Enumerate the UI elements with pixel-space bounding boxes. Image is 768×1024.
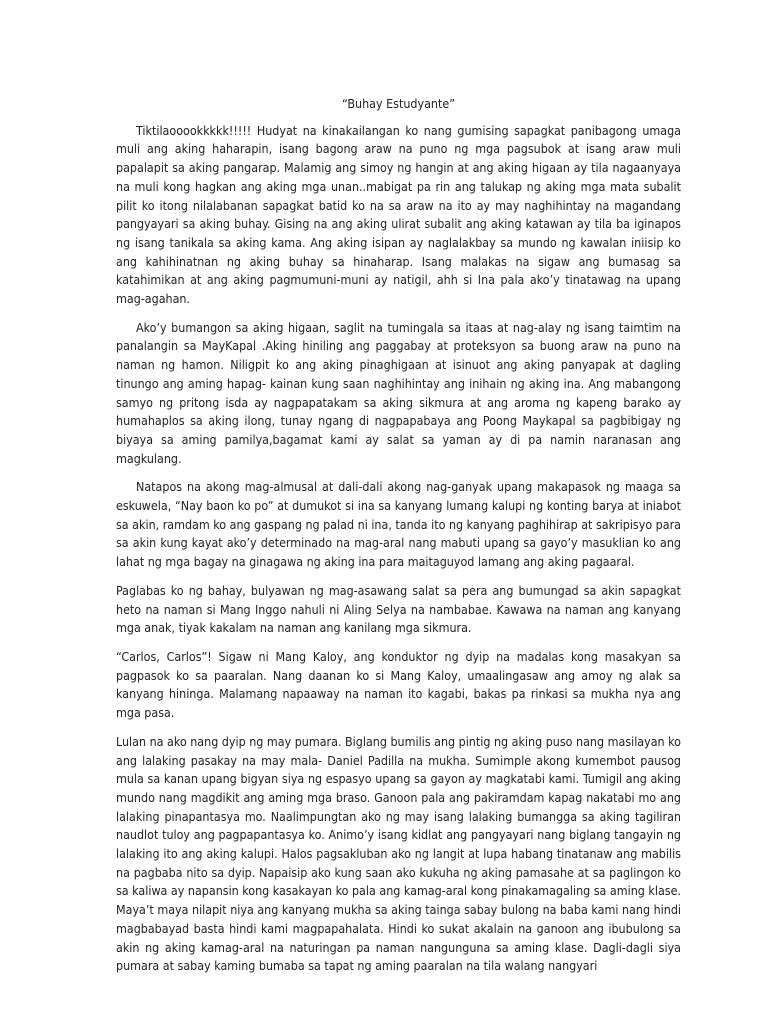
paragraph-5: “Carlos, Carlos”! Sigaw ni Mang Kaloy, ang konduktor ng dyip na madalas kong masakyan sa pagpasok ko sa paaralan. Nang daanan ko si Mang Kaloy, umaalingasaw ang amoy ng alak sa kanyang hininga. Malamang napaaway na naman ito kagabi, bakas pa rinkasi sa mukha nya ang mga pasa. — [116, 648, 681, 721]
paragraph-3: Natapos na akong mag-almusal at dali-dali akong nag-ganyak upang makapasok ng maaga sa eskuwela, “Nay baon ko po” at dumukot si ina sa kanyang lumang kalupi ng konting barya at iniabot sa akin, ramdam ko ang gaspang ng palad ni ina, tanda ito ng kanyang paghihirap at sakripisyo para sa akin kung kayat ako’y determinado na mag-aral nang mabuti upang sa gayo’y masuklian ko ang lahat ng mga bagay na ginagawa ng aking ina para maitaguyod lamang ang aking pagaaral. — [116, 479, 681, 570]
document-title: “Buhay Estudyante” — [342, 96, 455, 111]
paragraph-6: Lulan na ako nang dyip ng may pumara. Biglang bumilis ang pintig ng aking puso nang masilayan ko ang lalaking pasakay na may mala- Daniel Padilla na mukha. Sumimple akong kumembot pausog mula sa kanan upang bigyan siya ng espasyo upang sa gayon ay magkatabi kami. Tumigil ang aking mundo nang magdikit ang aming mga braso. Ganoon pala ang pakiramdam kapag nakatabi mo ang lalaking pinapantasya mo. Naalimpungtan ako ng may isang lalaking bumangga sa aking tagiliran naudlot tuloy ang pagpapantasya ko. Animo’y isang kidlat ang pangyayari nang biglang tangayin ng lalaking ito ang aking kalupi. Halos pagsakluban ako ng langit at lupa habang tinatanaw ang mabilis na pagbaba nito sa dyip. Napaisip ako kung saan ako kukuha ng aking pamasahe at sa paglingon ko sa kaliwa ay napansin kong kasakayan ko pala ang kamag-aral kong pinakamagaling sa aming klase. Maya’t maya nilapit niya ang kanyang mukha sa aking tainga sabay bulong na baba kami nang hindi magbabayad basta hindi kami magpapahalata. Hindi ko sukat akalain na ganoon ang ibubulong sa akin ng aking kamag-aral na naturingan pa naman nangunguna sa aming klase. Dagli-dagli siya pumara at sabay kaming bumaba sa tapat ng aming paaralan na tila walang nangyari — [116, 733, 681, 974]
paragraph-1: Tiktilaooookkkkk!!!!! Hudyat na kinakailangan ko nang gumising sapagkat panibagong umaga muli ang aking haharapin, isang bagong araw na puno ng mga pagsubok at isang araw muli papalapit sa aking pangarap. Malamig ang simoy ng hangin at ang aking higaan ay tila nagaanyaya na muli kong hagkan ang aking mga unan..mabigat pa rin ang talukap ng aking mga mata subalit pilit ko itong nilalabanan sapagkat batid ko na sa araw na ito ay may naghihintay na magandang pangyayari sa aking buhay. Gising na ang aking ulirat subalit ang aking katawan ay tila ba iginapos ng isang tanikala sa aking kama. Ang aking isipan ay naglalakbay sa mundo ng kawalan iniisip ko ang kahihinatnan ng aking buhay sa hinaharap. Isang malakas na sigaw ang bumasag sa katahimikan at ang aking pagmumuni-muni ay natigil, ahh si Ina pala ako’y tinatawag na upang mag-agahan. — [116, 122, 681, 307]
paragraph-4: Paglabas ko ng bahay, bulyawan ng mag-asawang salat sa pera ang bumungad sa akin sapagkat heto na naman si Mang Inggo nahuli ni Aling Selya na nambabae. Kawawa na naman ang kanyang mga anak, tiyak kakalam na naman ang kanilang mga sikmura. — [116, 582, 681, 636]
document-body — [116, 95, 681, 986]
paragraph-2: Ako’y bumangon sa aking higaan, saglit na tumingala sa itaas at nag-alay ng isang taimtim na panalangin sa MayKapal .Aking hiniling ang paggabay at proteksyon sa buong araw na puno na naman ng hamon. Niligpit ko ang aking pinaghigaan at isinuot ang aking panyapak at dagling tinungo ang aming hapag- kainan kung saan naghihintay ang inihain ng aking ina. Ang mabangong samyo ng pritong isda ay nagpapatakam sa aking sikmura at ang aroma ng kapeng barako ay humahaplos sa aking ilong, tunay ngang di nagpapabaya ang Poong Maykapal sa pagbibigay ng biyaya sa aming pamilya,bagamat kami ay salat sa yaman ay di pa namin naranasan ang magkulang. — [116, 319, 681, 466]
